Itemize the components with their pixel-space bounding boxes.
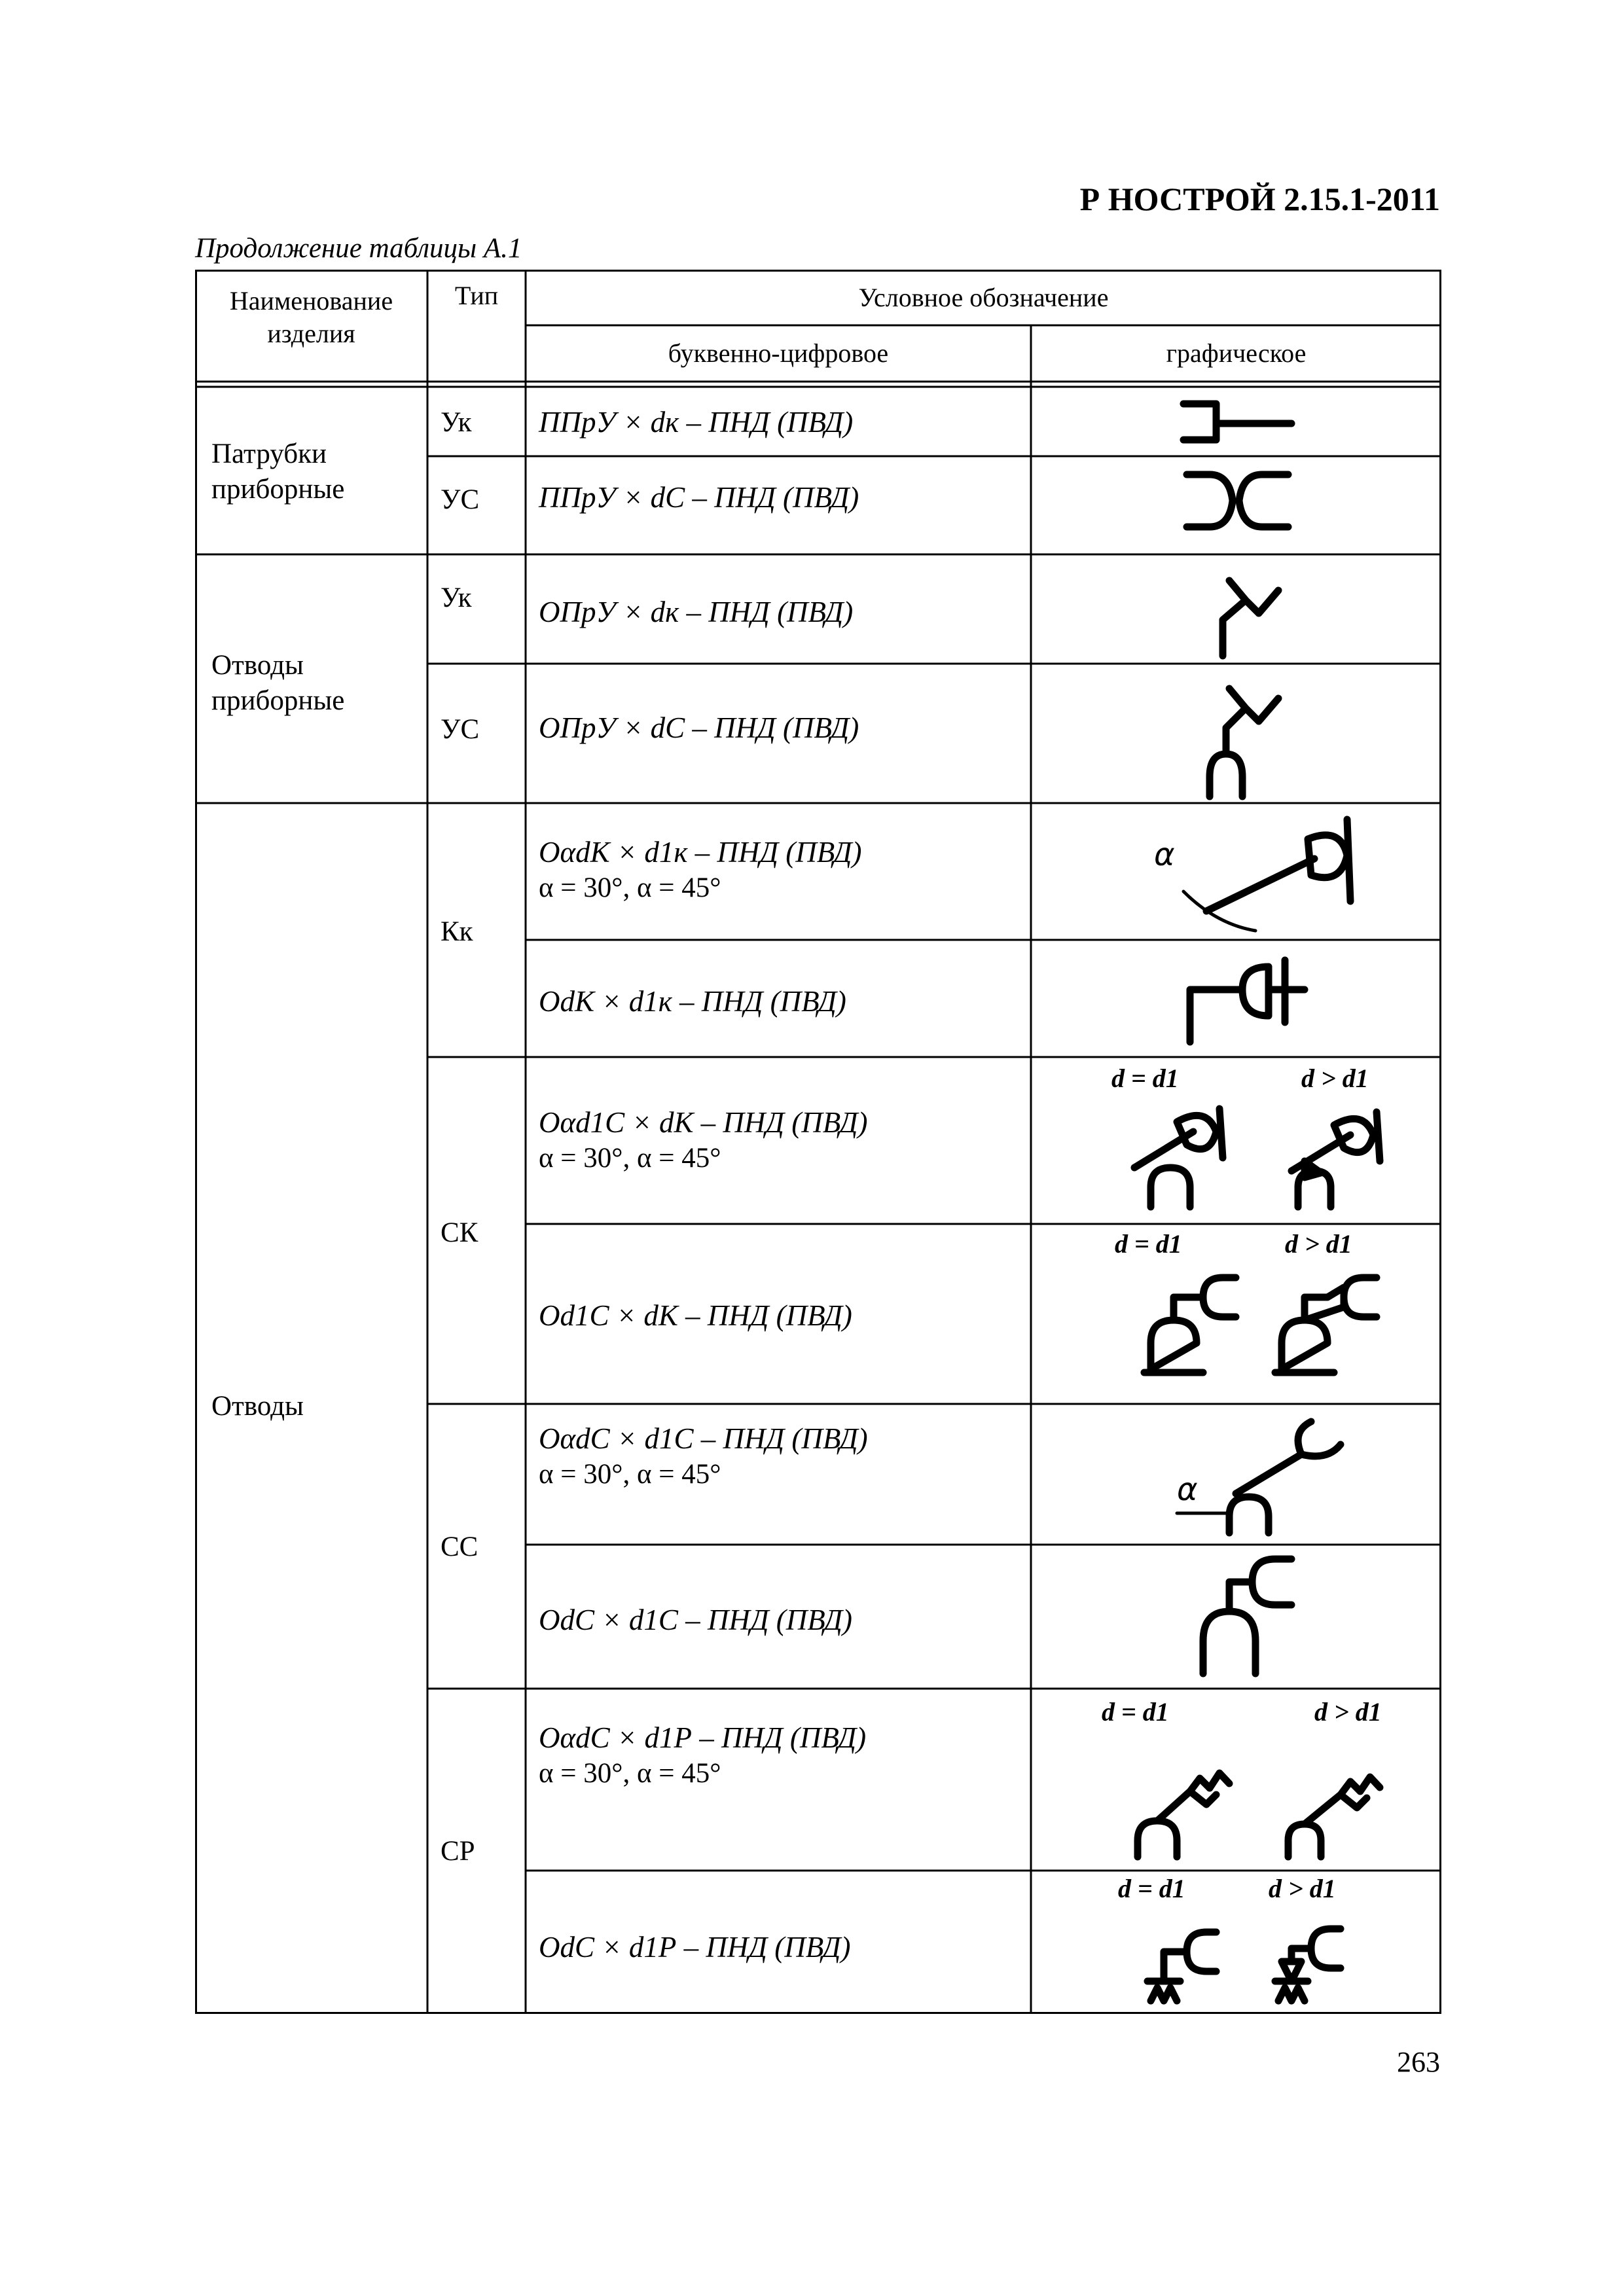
designation-code: ППрУ × dC – ПНД (ПВД) [539, 481, 859, 514]
type-code: СР [441, 1836, 475, 1867]
angled-threaded-bend-icon [1092, 1726, 1419, 1863]
designation-code: OdC × d1C – ПНД (ПВД) [539, 1604, 852, 1636]
angled-socket-bend-icon [1151, 1408, 1386, 1539]
instrument-bend-icon [1197, 564, 1288, 662]
code-text: ОαdC × d1C – ПНД (ПВД) [539, 1422, 868, 1455]
code-text: Оαd1C × dК – ПНД (ПВД) [539, 1106, 868, 1139]
group-name: Патрубки приборные [211, 439, 345, 505]
designation-code [539, 834, 861, 906]
designation-code: OdC × d1Р – ПНД (ПВД) [539, 1931, 851, 1964]
code-text: ОαdC × d1Р – ПНД (ПВД) [539, 1721, 867, 1754]
svg-text:α: α [1154, 836, 1175, 873]
column-header-type: Тип [454, 281, 499, 310]
designation-code: ППрУ × dк – ПНД (ПВД) [539, 406, 854, 439]
type-code: СС [441, 1532, 478, 1562]
bend-flange-icon [1177, 950, 1373, 1049]
type-code: СК [441, 1217, 478, 1248]
designation-code: ОПрУ × dC – ПНД (ПВД) [539, 711, 859, 744]
type-code: Кк [441, 916, 473, 947]
svg-text:α: α [1177, 1471, 1198, 1508]
diameter-label: d > d1 [1301, 1064, 1369, 1093]
type-code: УС [441, 714, 480, 745]
document-header: Р НОСТРОЙ 2.15.1-2011 [1079, 181, 1440, 217]
instrument-bend-socket-icon [1193, 672, 1291, 803]
angle-values: α = 30°, α = 45° [539, 1758, 721, 1789]
angle-values: α = 30°, α = 45° [539, 1459, 721, 1490]
column-header-alphanumeric: буквенно-цифровое [668, 338, 889, 368]
page-number: 263 [1397, 2046, 1440, 2078]
type-code: Ук [441, 407, 472, 438]
designation-code: ОПрУ × dк – ПНД (ПВД) [539, 596, 854, 628]
type-code: УС [441, 484, 480, 515]
diameter-label: d > d1 [1285, 1229, 1352, 1259]
angle-values: α = 30°, α = 45° [539, 872, 721, 904]
designation-code: Od1C × dК – ПНД (ПВД) [539, 1299, 852, 1332]
diameter-label: d = d1 [1111, 1064, 1179, 1093]
designation-code: OdК × d1к – ПНД (ПВД) [539, 985, 846, 1018]
instrument-nozzle-socket-icon [1177, 394, 1308, 453]
reducing-bend-icon [1105, 1265, 1406, 1382]
angled-reducing-bend-icon [1102, 1096, 1416, 1213]
diameter-label: d = d1 [1118, 1874, 1185, 1903]
column-header-designation: Условное обозначение [858, 282, 1109, 312]
diameter-label: d = d1 [1102, 1697, 1169, 1727]
group-name: Отводы приборные [211, 650, 345, 716]
group-name: Отводы [211, 1391, 304, 1422]
code-text: ОαdК × d1к – ПНД (ПВД) [539, 836, 862, 869]
diameter-label: d > d1 [1314, 1697, 1382, 1727]
angle-values: α = 30°, α = 45° [539, 1143, 721, 1174]
designation-code [539, 1104, 867, 1176]
diameter-label: d = d1 [1115, 1229, 1182, 1259]
diameter-label: d > d1 [1269, 1874, 1336, 1903]
column-header-graphic: графическое [1166, 338, 1307, 368]
table-caption: Продолжение таблицы А.1 [195, 233, 522, 264]
angled-bend-flange-icon [1144, 813, 1406, 944]
instrument-nozzle-double-icon [1177, 465, 1308, 537]
designation-code [539, 1719, 866, 1791]
designation-code [539, 1420, 868, 1492]
type-code: Ук [441, 583, 472, 613]
socket-bend-icon [1183, 1549, 1354, 1680]
column-header-name: Наименование изделия [229, 285, 393, 348]
threaded-bend-icon [1125, 1903, 1373, 2011]
fittings-table [195, 270, 1441, 2014]
